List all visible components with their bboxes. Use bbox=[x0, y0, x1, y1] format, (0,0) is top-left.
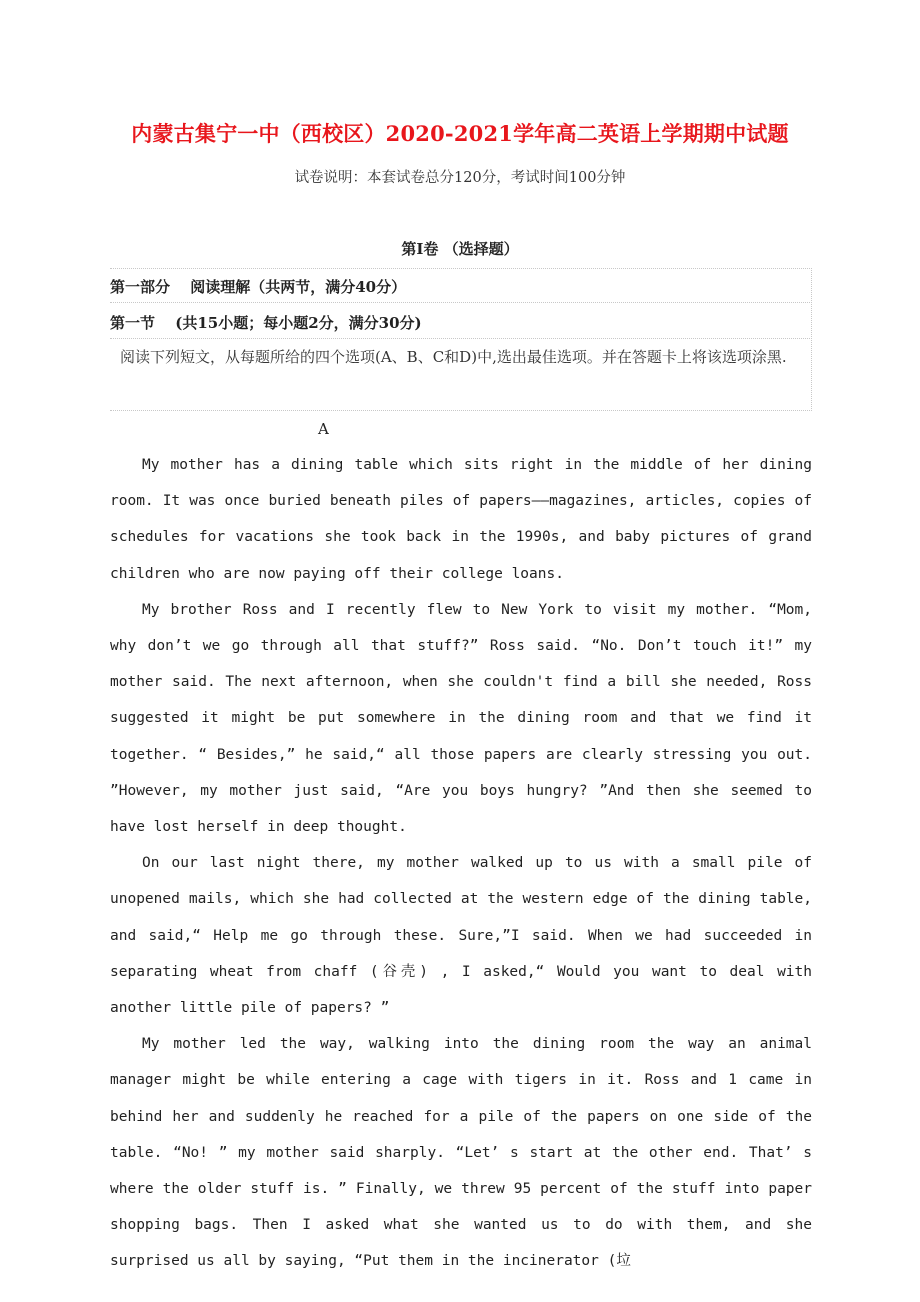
divider bbox=[110, 268, 812, 269]
paragraph: On our last night there, my mother walked up to us with a small pile of unopened mails, which she had collected at the western edge of the dining table, and said,“ Help me go through these. Sure,”I said. When we had succeeded in separating wheat from chaff (谷壳) , I asked,“ Would you want to deal with another little pile of papers? ” bbox=[110, 855, 812, 1017]
paragraph: My mother led the way, walking into the dining room the way an animal manager might be while entering a cage with tigers in it. Ross and 1 came in behind her and suddenly he reached for a pile of the papers on one side of the table. “No! ” my mother said sharply. “Let’ s start at the other end. That’ s where the older stuff is. ” Finally, we threw 95 percent of the stuff into paper shopping bags. Then I asked what she wanted us to do with them, and she surprised us all by saying, “Put them in the incinerator (垃 bbox=[110, 1036, 812, 1270]
passage-letter: A bbox=[318, 420, 329, 438]
section-heading-part-one: 第一部分 阅读理解（共两节，满分40分） bbox=[110, 278, 407, 296]
instructions: 阅读下列短文，从每题所给的四个选项(A、B、C和D)中,选出最佳选项。并在答题卡上将该选项涂黑. bbox=[120, 348, 787, 366]
paragraph: My mother has a dining table which sits right in the middle of her dining room. It was once buried beneath piles of papers——magazines, articles, copies of schedules for vacations she took back in the 1990s, and baby pictures of grand children who are now paying off their college loans. bbox=[110, 457, 812, 582]
exam-subtitle: 试卷说明：本套试卷总分120分，考试时间100分钟 bbox=[294, 170, 626, 186]
exam-title: 内蒙古集宁一中（西校区）2020-2021学年高二英语上学期期中试题 bbox=[131, 121, 789, 146]
divider bbox=[110, 302, 812, 303]
volume-heading: 第Ⅰ卷 （选择题） bbox=[401, 240, 519, 258]
section-heading-section-one: 第一节 (共15小题；每小题2分，满分30分) bbox=[110, 314, 422, 332]
paragraph: My brother Ross and I recently flew to New York to visit my mother. “Mom, why don’t we go through all that stuff?” Ross said. “No. Don’t touch it!” my mother said. The next afternoon, when she couldn't find a bill she needed, Ross suggested it might be put somewhere in the dining room and that we find it together. “ Besides,” he said,“ all those papers are clearly stressing you out. ”However, my mother just said, “Are you boys hungry? ”And then she seemed to have lost herself in deep thought. bbox=[110, 601, 812, 836]
passage-body bbox=[110, 447, 812, 1280]
divider bbox=[110, 410, 812, 411]
